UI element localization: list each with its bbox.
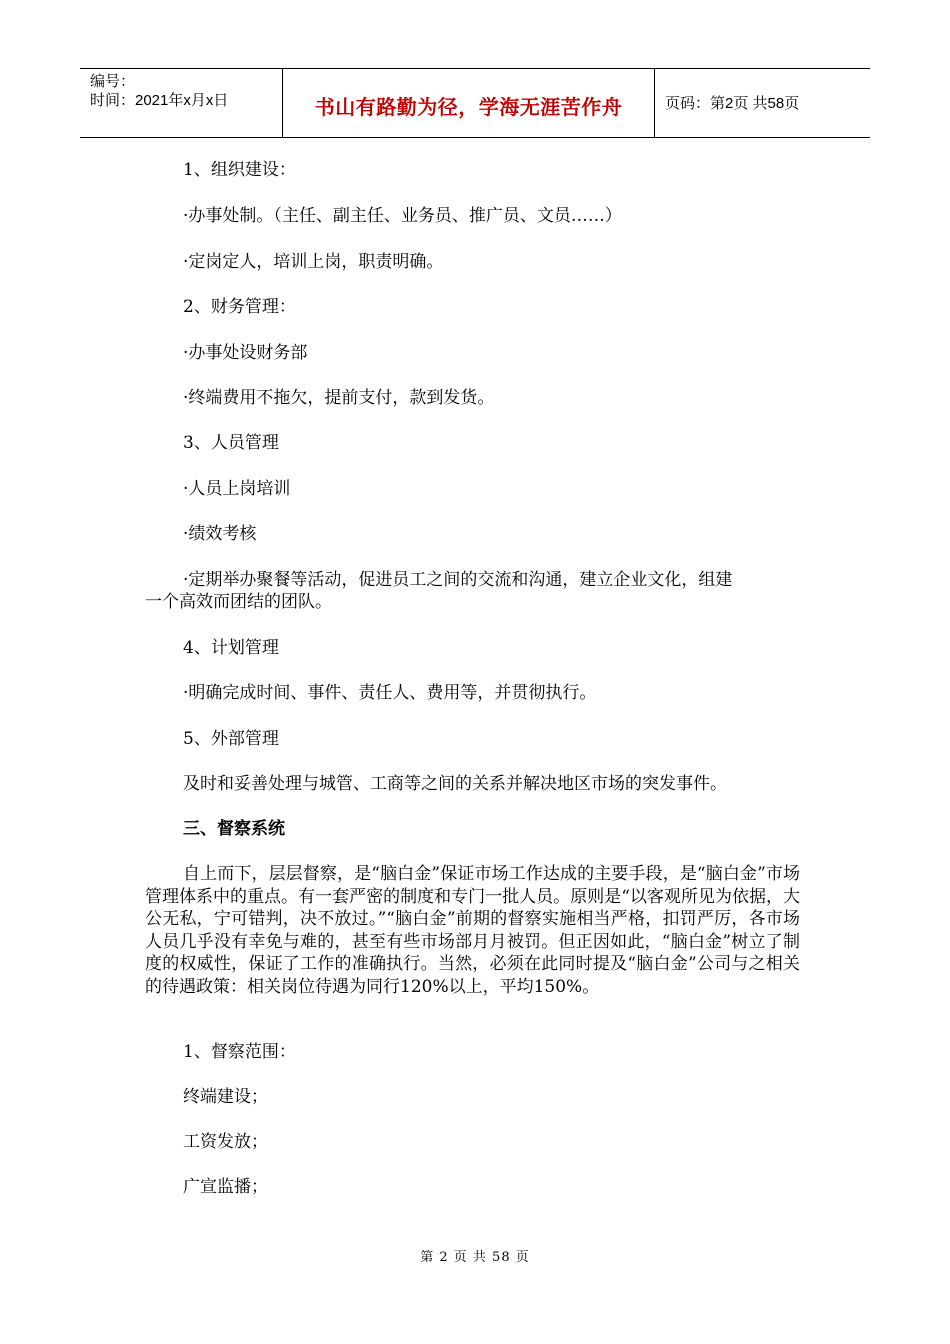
- list-item: ·办事处设财务部: [183, 343, 308, 363]
- heading-supervision-scope: 1、督察范围：: [183, 1042, 296, 1062]
- list-item: ·定期举办聚餐等活动，促进员工之间的交流和沟通，建立企业文化，组建: [183, 570, 733, 590]
- page-header: [80, 68, 870, 138]
- page-footer: 第 2 页 共 58 页: [420, 1250, 530, 1265]
- list-item: ·终端费用不拖欠，提前支付，款到发货。: [183, 388, 495, 408]
- header-page-cell: [655, 69, 870, 137]
- body-text: 及时和妥善处理与城管、工商等之间的关系并解决地区市场的突发事件。: [183, 774, 727, 794]
- heading-planning: 4、计划管理: [183, 638, 279, 658]
- list-item: ·办事处制。（主任、副主任、业务员、推广员、文员……）: [183, 206, 622, 226]
- heading-personnel: 3、人员管理: [183, 433, 279, 453]
- section-heading-supervision: 三、督察系统: [183, 819, 285, 839]
- list-item: ·定岗定人，培训上岗，职责明确。: [183, 252, 444, 272]
- header-info-cell: [80, 69, 283, 137]
- list-item: ·明确完成时间、事件、责任人、费用等，并贯彻执行。: [183, 683, 597, 703]
- list-item-continuation: 一个高效而团结的团队。: [145, 592, 332, 612]
- header-page-number: 页码：第2页 共58页: [665, 94, 800, 112]
- document-time-label: 时间：2021年x月x日: [90, 92, 229, 109]
- heading-organization: 1、组织建设：: [183, 160, 296, 180]
- header-motto-cell: [283, 69, 655, 137]
- supervision-paragraph: 自上而下，层层督察，是“脑白金”保证市场工作达成的主要手段，是“脑白金”市场管理体系中的重点。有一套严密的制度和专门一批人员。原则是“以客观所见为依据，大公无私，宁可错判，决不放过。”“脑白金”前期的督察实施相当严格，扣罚严厉，各市场人员几乎没有幸免与难的，甚至有些市场部月月被罚。但正因如此，“脑白金”树立了制度的权威性，保证了工作的准确执行。当然，必须在此同时提及“脑白金”公司与之相关的待遇政策：相关岗位待遇为同行120%以上，平均150%。: [145, 864, 800, 997]
- list-item: ·绩效考核: [183, 524, 257, 544]
- header-motto: 书山有路勤为径，学海无涯苦作舟: [314, 94, 623, 119]
- list-item: ·人员上岗培训: [183, 479, 291, 499]
- heading-finance: 2、财务管理：: [183, 297, 296, 317]
- document-number-label: 编号：: [90, 73, 136, 90]
- heading-external: 5、外部管理: [183, 729, 279, 749]
- list-item: 终端建设；: [183, 1087, 268, 1107]
- list-item: 广宣监播；: [183, 1177, 268, 1197]
- list-item: 工资发放；: [183, 1132, 268, 1152]
